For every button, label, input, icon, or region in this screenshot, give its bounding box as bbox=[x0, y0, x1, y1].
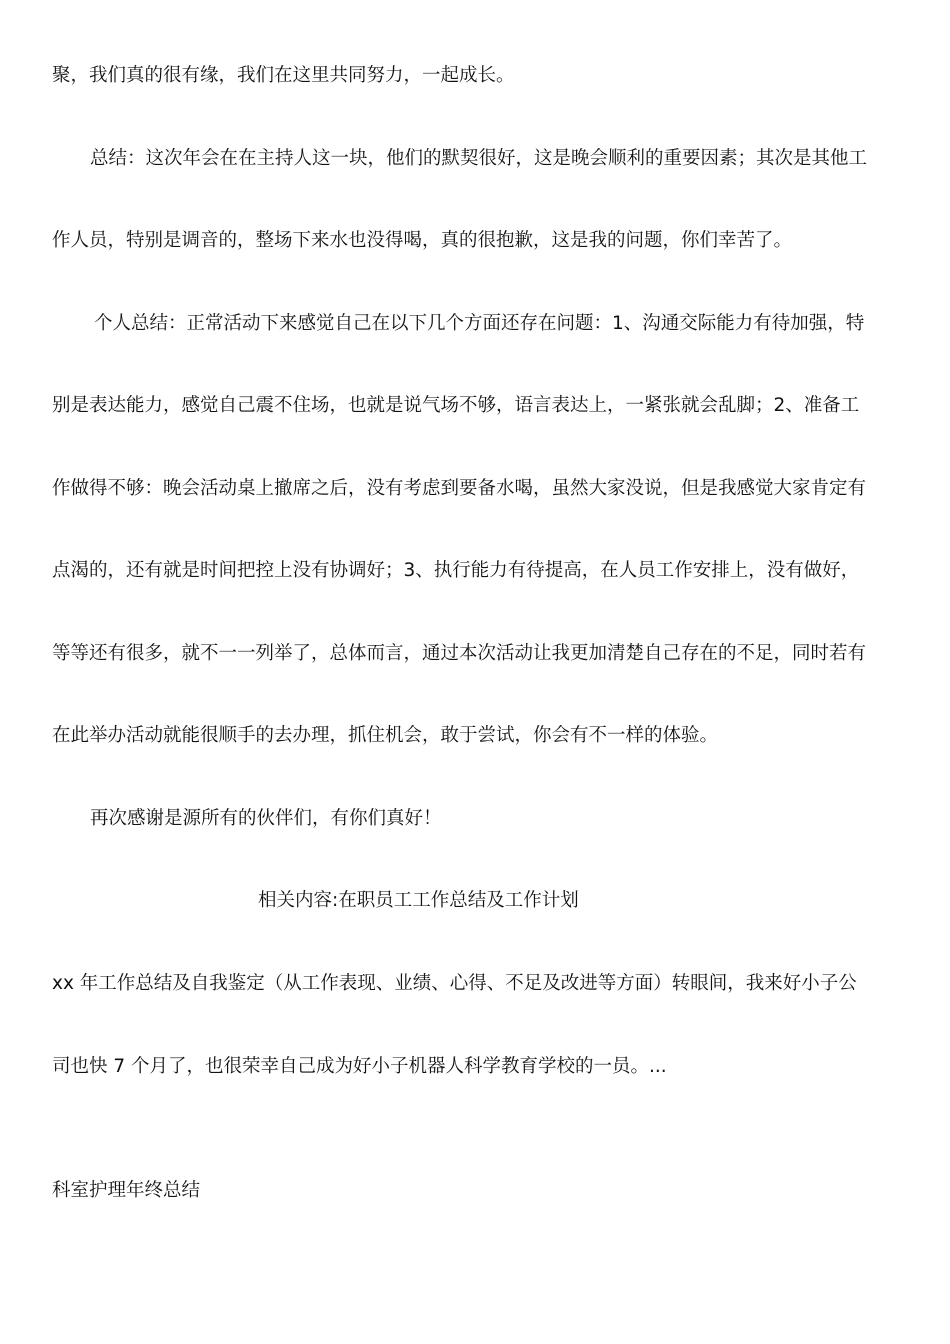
related-excerpt-line: 司也快 7 个月了，也很荣幸自己成为好小子机器人科学教育学校的一员。... bbox=[52, 1056, 667, 1077]
paragraph-line: 点渴的，还有就是时间把控上没有协调好；3、执行能力有待提高，在人员工作安排上，没有做好， bbox=[52, 560, 860, 581]
paragraph-line: 别是表达能力，感觉自己震不住场，也就是说气场不够，语言表达上，一紧张就会乱脚；2、准备工 bbox=[52, 395, 860, 416]
related-excerpt-line: xx 年工作总结及自我鉴定（从工作表现、业绩、心得、不足及改进等方面）转眼间，我来好小子公 bbox=[52, 973, 857, 994]
paragraph-line: 总结：这次年会在在主持人这一块，他们的默契很好，这是晚会顺利的重要因素；其次是其他工 bbox=[90, 148, 868, 169]
related-heading: 相关内容:在职员工工作总结及工作计划 bbox=[258, 890, 579, 911]
paragraph-line: 等等还有很多，就不一一列举了，总体而言，通过本次活动让我更加清楚自己存在的不足，同时若有 bbox=[52, 643, 867, 664]
next-article-title[interactable]: 科室护理年终总结 bbox=[52, 1180, 201, 1201]
paragraph-line: 再次感谢是源所有的伙伴们，有你们真好！ bbox=[90, 808, 442, 829]
paragraph-line: 作人员，特别是调音的，整场下来水也没得喝，真的很抱歉，这是我的问题，你们幸苦了。 bbox=[52, 230, 793, 251]
paragraph-line: 在此举办活动就能很顺手的去办理，抓住机会，敢于尝试，你会有不一样的体验。 bbox=[52, 725, 719, 746]
paragraph-line: 聚，我们真的很有缘，我们在这里共同努力，一起成长。 bbox=[52, 65, 515, 86]
paragraph-line: 作做得不够：晚会活动桌上撤席之后，没有考虑到要备水喝，虽然大家没说，但是我感觉大家肯定有 bbox=[52, 478, 867, 499]
paragraph-line: 个人总结：正常活动下来感觉自己在以下几个方面还存在问题：1、沟通交际能力有待加强，特 bbox=[94, 313, 865, 334]
